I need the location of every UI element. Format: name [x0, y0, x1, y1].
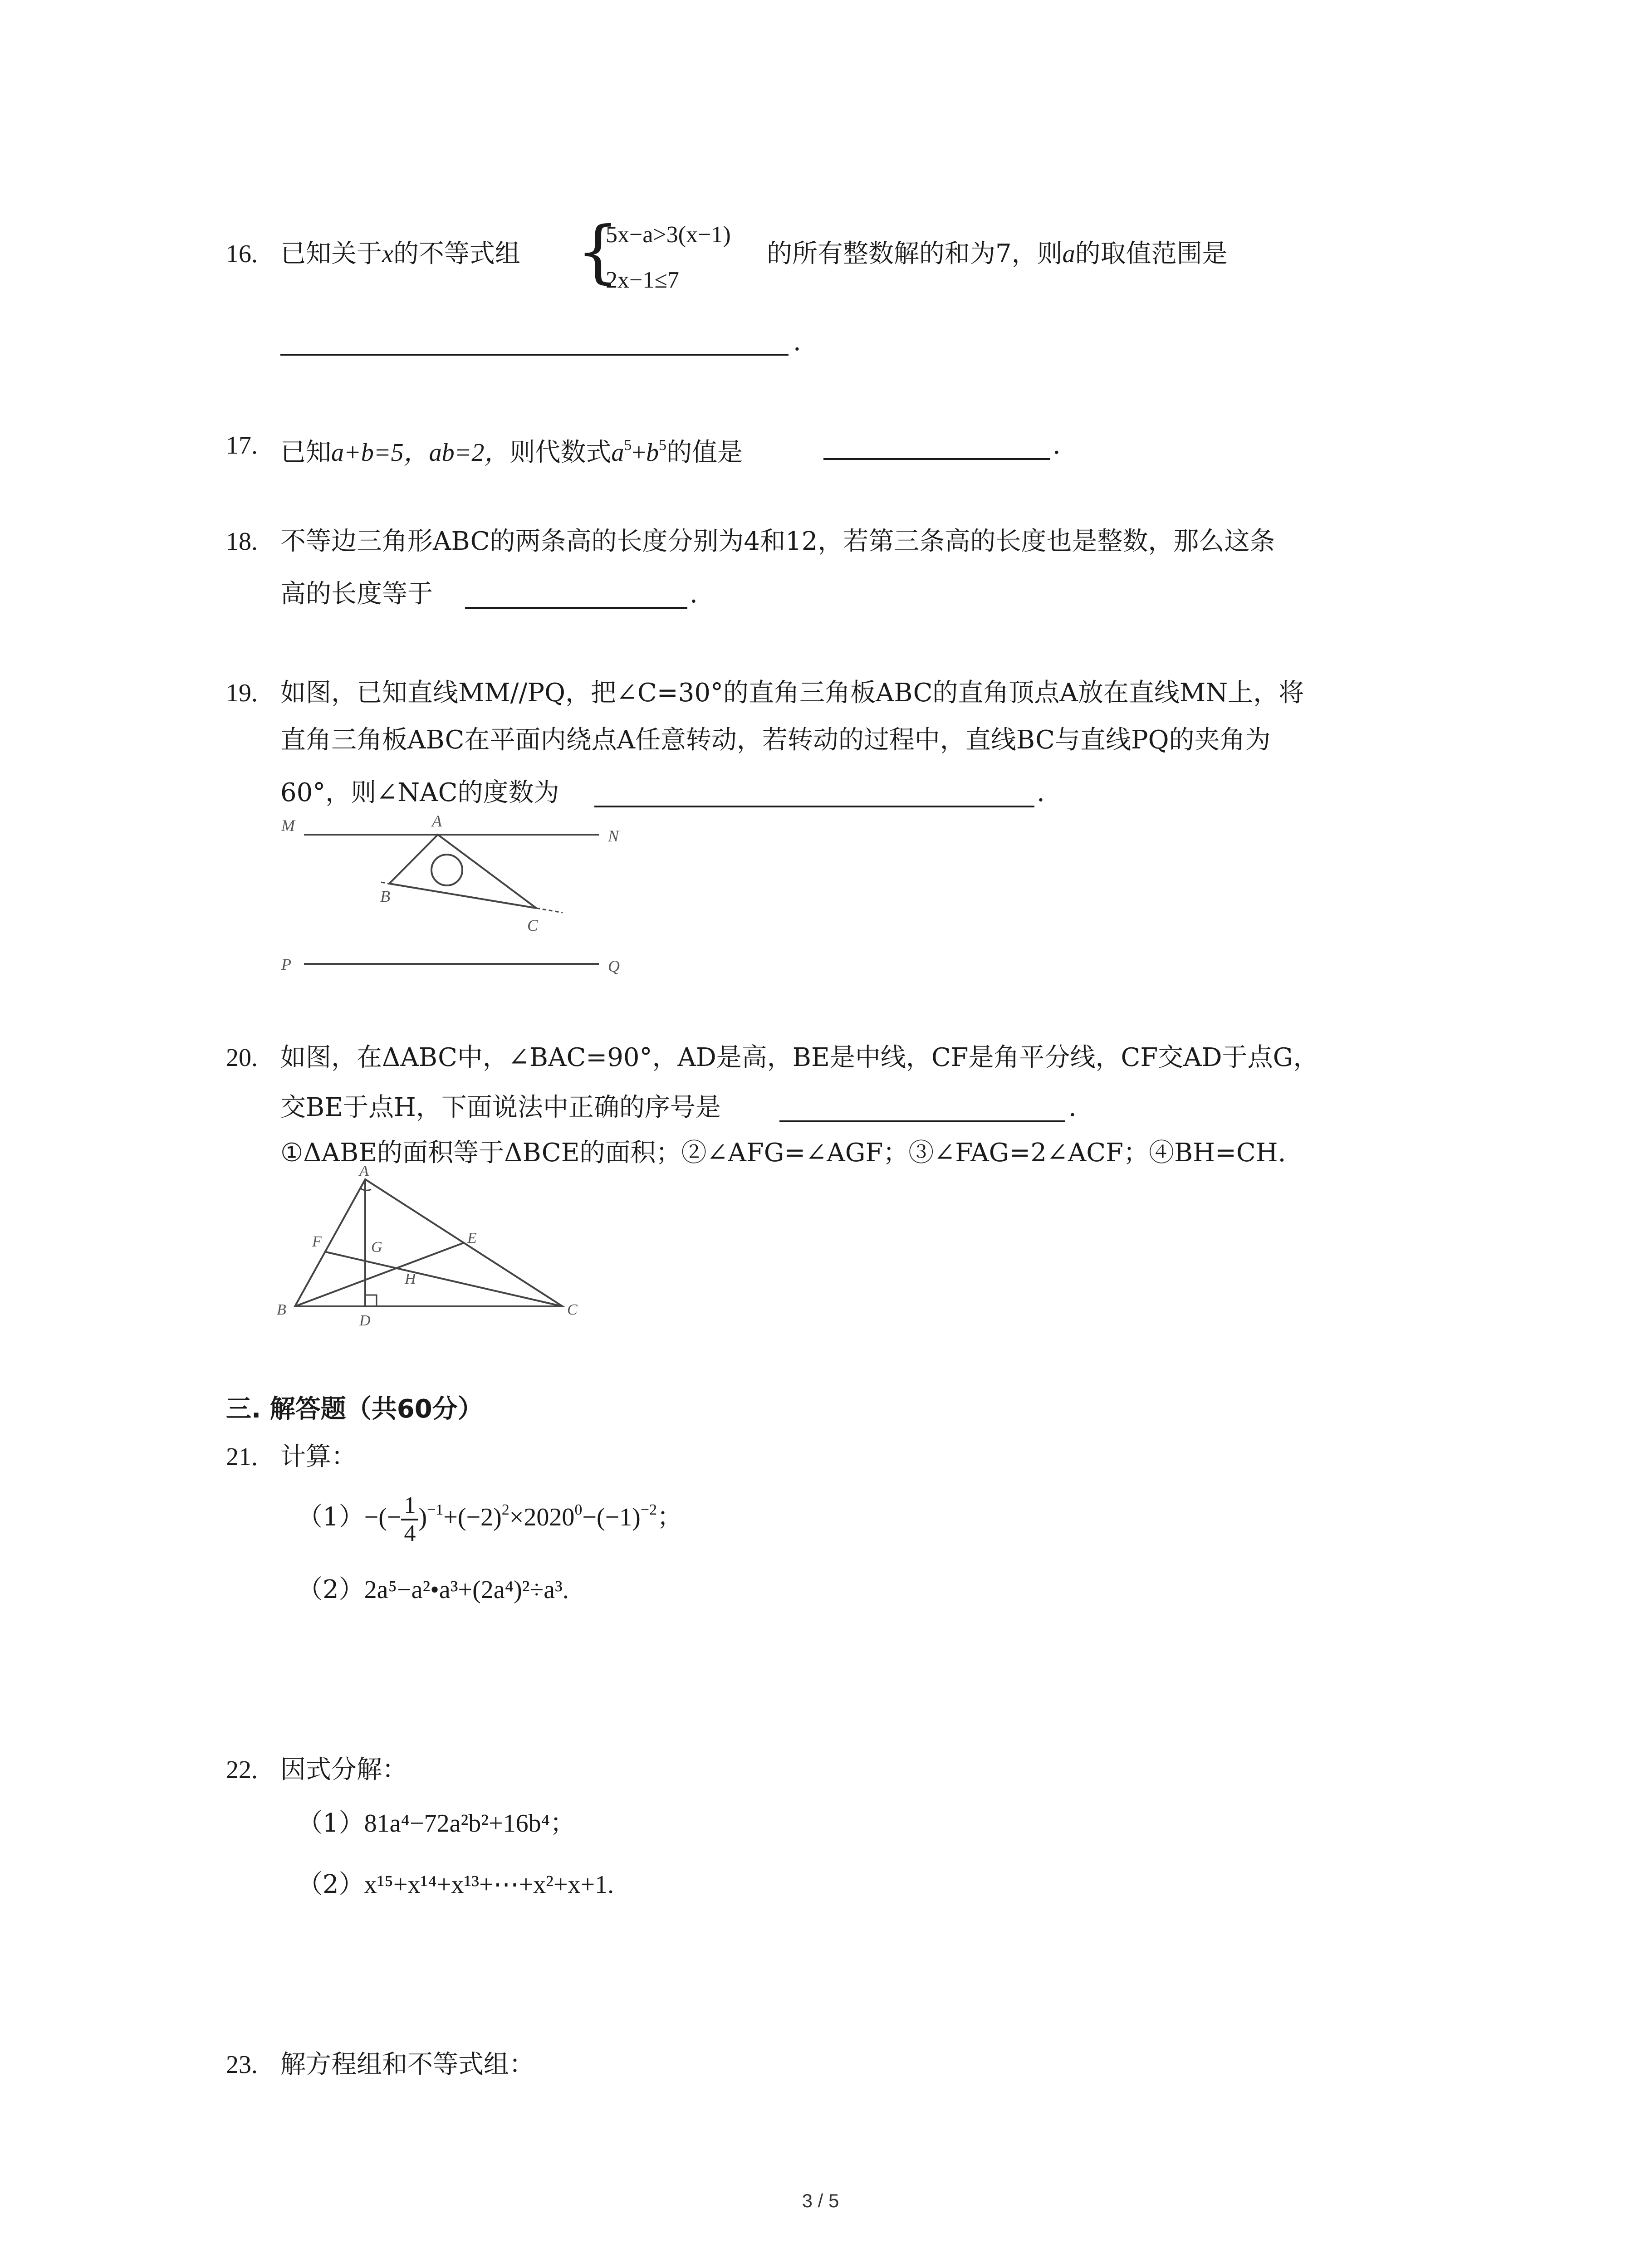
question-options: ①ΔABE的面积等于ΔBCE的面积；②∠AFG=∠AGF；③∠FAG=2∠ACF；④BH=CH. — [280, 1138, 1286, 1168]
label-a: A — [432, 812, 442, 830]
answer-blank[interactable] — [594, 779, 1034, 807]
part-1 — [297, 1803, 575, 1839]
expression-base: b — [646, 439, 659, 467]
part-label: （1） — [297, 1809, 364, 1838]
dashed-extension-b — [381, 882, 389, 884]
question-number: 22. — [226, 1756, 258, 1784]
question-number: 20. — [226, 1044, 258, 1072]
expression: x¹⁵+x¹⁴+x¹³+⋯+x²+x+1. — [364, 1871, 614, 1899]
variable-x: x — [382, 240, 393, 268]
text-segment: 已知 — [280, 438, 331, 467]
inequality-2: 2x−1≤7 — [606, 267, 679, 293]
section-title: 三. 解答题（共60分） — [226, 1394, 483, 1424]
right-angle-mark-d — [365, 1295, 377, 1306]
period: . — [793, 327, 801, 357]
question-text — [280, 240, 520, 269]
period: . — [1053, 430, 1061, 460]
text-segment: 已知关于 — [280, 239, 382, 269]
question-number: 17. — [226, 431, 258, 459]
answer-blank[interactable] — [465, 581, 687, 609]
text-segment: 的取值范围是 — [1075, 239, 1228, 269]
plus-sign: + — [632, 439, 646, 467]
exponent: 5 — [658, 437, 666, 454]
part-2 — [297, 1569, 569, 1606]
exponent: 0 — [574, 1501, 583, 1518]
question-number: 21. — [226, 1443, 258, 1471]
label-d: D — [359, 1312, 371, 1329]
expr-segment: ×2020 — [509, 1503, 575, 1531]
question-title: 因式分解： — [280, 1755, 407, 1784]
label-m: M — [281, 816, 295, 835]
bisector-cf — [326, 1252, 563, 1306]
label-h: H — [405, 1271, 416, 1287]
expression-base: a — [611, 439, 624, 467]
label-a: A — [359, 1166, 369, 1179]
system-brace: { — [576, 212, 620, 291]
question-line-1: 不等边三角形ABC的两条高的长度分别为4和12，若第三条高的长度也是整数，那么这条 — [280, 527, 1275, 556]
exponent: 5 — [624, 437, 632, 454]
question-line-2: 高的长度等于 — [280, 579, 433, 609]
answer-blank[interactable] — [823, 432, 1050, 460]
label-b: B — [380, 887, 390, 905]
answer-blank[interactable] — [280, 327, 789, 356]
part-label: （2） — [297, 1870, 364, 1899]
label-e: E — [467, 1230, 477, 1246]
expr-segment: −(−1) — [582, 1503, 641, 1531]
expr-segment: −(− — [364, 1503, 402, 1531]
expression: 2a⁵−a²•a³+(2a⁴)²÷a³. — [364, 1576, 569, 1604]
figure-parallel-lines-triangle — [272, 807, 635, 989]
question-number: 18. — [226, 528, 258, 556]
question-line-1: 如图，在ΔABC中，∠BAC=90°，AD是高，BE是中线，CF是角平分线，CF交AD于点G， — [280, 1043, 1319, 1072]
question-line-2: 直角三角板ABC在平面内绕点A任意转动，若转动的过程中，直线BC与直线PQ的夹角为 — [280, 725, 1271, 755]
expr-segment: +(−2) — [443, 1503, 502, 1531]
question-number: 19. — [226, 679, 258, 707]
period: . — [1037, 778, 1045, 807]
label-b: B — [277, 1301, 286, 1318]
triangle-abc — [295, 1179, 563, 1306]
period: . — [1068, 1093, 1077, 1122]
dashed-extension-c — [536, 908, 563, 913]
question-line-1: 如图，已知直线MM//PQ，把∠C=30°的直角三角板ABC的直角顶点A放在直线MN上，将 — [280, 678, 1304, 708]
exponent: −1 — [427, 1501, 444, 1518]
text-segment: 的不等式组 — [393, 239, 520, 269]
question-text — [280, 431, 743, 467]
expression: 81a⁴−72a²b²+16b⁴； — [364, 1809, 576, 1838]
question-text-tail — [767, 240, 1228, 269]
label-c: C — [567, 1301, 578, 1318]
expr-segment: ) — [418, 1503, 427, 1531]
numerator: 1 — [401, 1492, 418, 1520]
page-number: 3 / 5 — [802, 2190, 839, 2211]
variable-a: a — [1062, 240, 1075, 268]
inequality-1: 5x−a>3(x−1) — [606, 222, 731, 248]
part-1 — [297, 1492, 682, 1547]
exponent: −2 — [640, 1501, 657, 1518]
period: . — [690, 579, 698, 609]
fraction — [401, 1492, 418, 1547]
part-label: （1） — [297, 1502, 364, 1532]
label-g: G — [371, 1239, 382, 1256]
label-n: N — [608, 827, 619, 845]
question-line-3: 60°，则∠NAC的度数为 — [280, 778, 559, 807]
expression: a+b=5，ab=2， — [331, 439, 510, 467]
part-2 — [297, 1864, 614, 1901]
text-segment: 的值是 — [666, 438, 743, 467]
question-number: 16. — [226, 240, 258, 268]
triangle-hole — [431, 855, 462, 885]
expr-end: ； — [657, 1502, 683, 1532]
question-line-2: 交BE于点H，下面说法中正确的序号是 — [280, 1093, 721, 1122]
text-segment: 则代数式 — [509, 438, 612, 467]
label-q: Q — [608, 957, 620, 975]
part-label: （2） — [297, 1575, 364, 1604]
question-title: 计算： — [280, 1442, 357, 1471]
question-title: 解方程组和不等式组： — [280, 2050, 534, 2079]
label-p: P — [281, 955, 291, 973]
figure-right-triangle — [268, 1166, 585, 1329]
question-number: 23. — [226, 2051, 258, 2079]
answer-blank[interactable] — [779, 1094, 1065, 1122]
denominator: 4 — [404, 1520, 416, 1546]
label-c: C — [527, 916, 539, 934]
text-segment: 的所有整数解的和为7，则 — [767, 239, 1063, 269]
label-f: F — [312, 1233, 322, 1250]
exponent: 2 — [501, 1501, 509, 1518]
